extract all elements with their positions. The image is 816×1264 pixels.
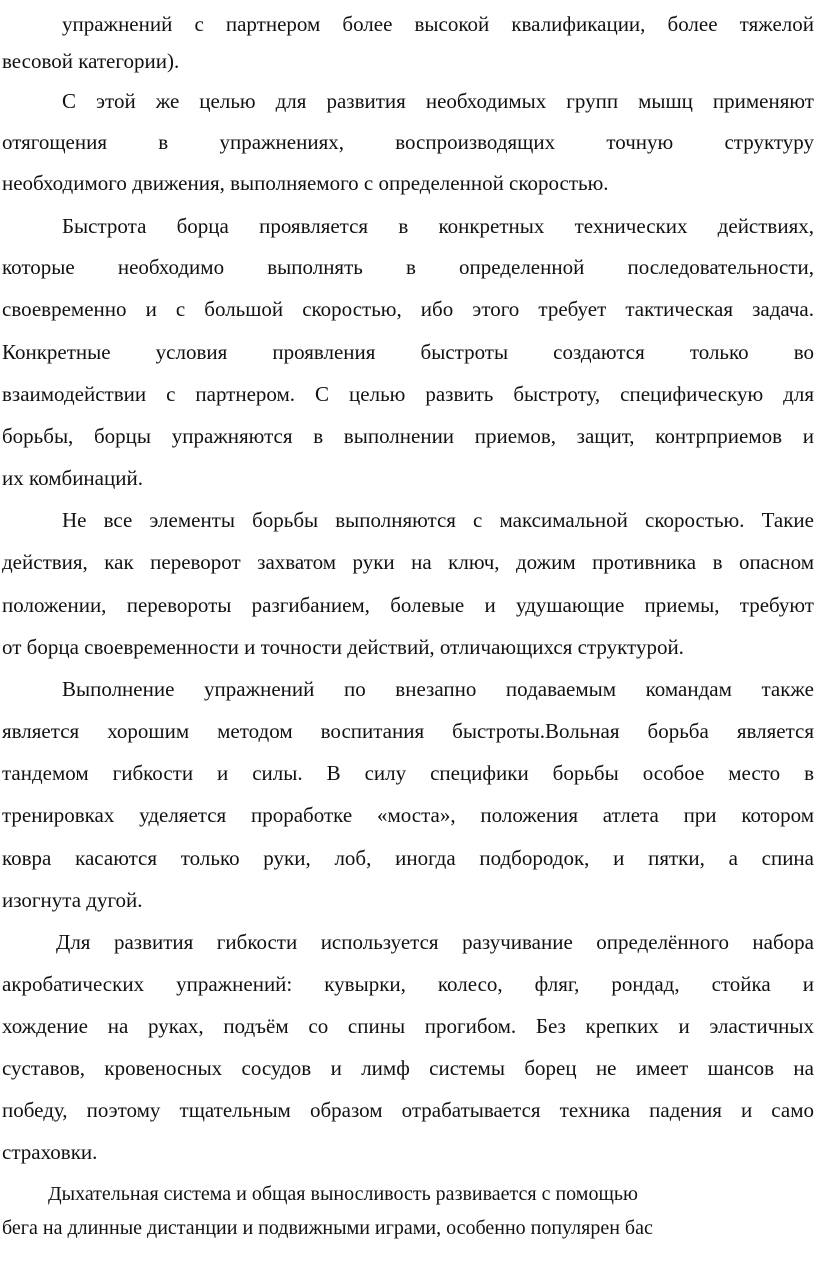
line-text: действия, как переворот захватом руки на ключ, дожим противника в опасном xyxy=(2,550,814,574)
line-text: борьбы, борцы упражняются в выполнении приемов, защит, контрприемов и xyxy=(2,424,814,448)
line-text: взаимодействии с партнером. С целью развить быстроту, специфическую для xyxy=(2,382,814,406)
text-line xyxy=(0,457,816,499)
line-text: от борца своевременности и точности действий, отличающихся структурой. xyxy=(2,635,684,659)
line-text: упражнений с партнером более высокой квалификации, более тяжелой xyxy=(62,12,814,36)
line-text: акробатических упражнений: кувырки, колесо, фляг, рондад, стойка и xyxy=(2,972,814,996)
text-line xyxy=(0,752,816,794)
line-text: Быстрота борца проявляется в конкретных технических действиях, xyxy=(62,214,814,238)
text-line xyxy=(0,1005,816,1047)
text-line xyxy=(0,626,816,668)
text-line xyxy=(0,288,816,330)
line-text: своевременно и с большой скоростью, ибо этого требует тактическая задача. xyxy=(2,297,814,321)
text-line xyxy=(0,40,816,82)
text-line xyxy=(0,879,816,921)
text-line xyxy=(0,246,816,288)
line-text: Для развития гибкости используется разучивание определённого набора xyxy=(56,930,814,954)
text-line xyxy=(0,541,816,583)
line-text: положении, перевороты разгибанием, болевые и удушающие приемы, требуют xyxy=(2,593,814,617)
text-line xyxy=(0,963,816,1005)
line-text: тренировках уделяется проработке «моста», положения атлета при котором xyxy=(2,803,814,827)
line-text: страховки. xyxy=(2,1140,98,1164)
text-line xyxy=(0,499,816,541)
line-text: их комбинаций. xyxy=(2,466,143,490)
line-text: Конкретные условия проявления быстроты создаются только во xyxy=(2,340,814,364)
text-line xyxy=(0,1131,816,1173)
line-text: победу, поэтому тщательным образом отрабатывается техника падения и само xyxy=(2,1098,814,1122)
text-line xyxy=(0,1089,816,1131)
text-line xyxy=(0,205,816,247)
text-line xyxy=(0,162,816,204)
text-line xyxy=(0,710,816,752)
line-text: изогнута дугой. xyxy=(2,888,143,912)
line-text: тандемом гибкости и силы. В силу специфики борьбы особое место в xyxy=(2,761,814,785)
line-text: суставов, кровеносных сосудов и лимф системы борец не имеет шансов на xyxy=(2,1056,814,1080)
text-line xyxy=(0,794,816,836)
text-line xyxy=(0,121,816,163)
text-line xyxy=(0,415,816,457)
text-line xyxy=(0,3,816,45)
line-text: Выполнение упражнений по внезапно подаваемым командам также xyxy=(62,677,814,701)
line-text: отягощения в упражнениях, воспроизводящих точную структуру xyxy=(2,130,814,154)
text-line xyxy=(0,837,816,879)
text-line xyxy=(0,1047,816,1089)
text-line xyxy=(0,668,816,710)
line-text: С этой же целью для развития необходимых групп мышц применяют xyxy=(62,89,814,113)
text-line xyxy=(0,584,816,626)
text-line xyxy=(0,1207,816,1249)
line-text: бега на длинные дистанции и подвижными играми, особенно популярен бас xyxy=(2,1217,653,1239)
text-line xyxy=(0,331,816,373)
text-line xyxy=(0,373,816,415)
line-text: которые необходимо выполнять в определенной последовательности, xyxy=(2,255,814,279)
text-line xyxy=(0,921,816,963)
line-text: весовой категории). xyxy=(2,49,180,73)
line-text: необходимого движения, выполняемого с определенной скоростью. xyxy=(2,171,609,195)
text-line xyxy=(0,80,816,122)
line-text: является хорошим методом воспитания быстроты.Вольная борьба является xyxy=(2,719,814,743)
line-text: ковра касаются только руки, лоб, иногда подбородок, и пятки, а спина xyxy=(2,846,814,870)
line-text: Не все элементы борьбы выполняются с максимальной скоростью. Такие xyxy=(62,508,814,532)
line-text: Дыхательная система и общая выносливость развивается с помощью xyxy=(48,1183,638,1205)
line-text: хождение на руках, подъём со спины прогибом. Без крепких и эластичных xyxy=(2,1014,814,1038)
